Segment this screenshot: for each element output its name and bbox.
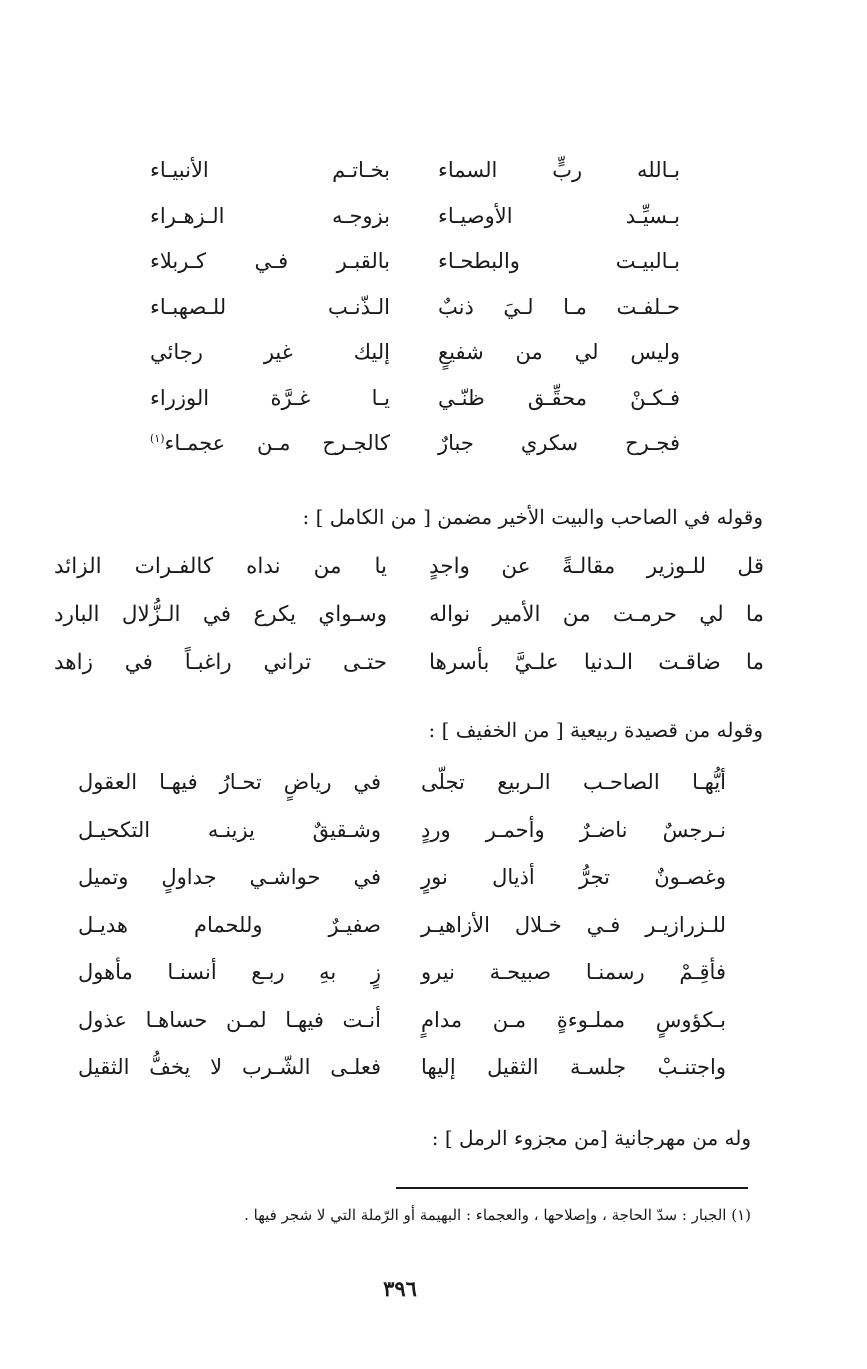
second-hemistich: فعلـى الشّـرب لا يخفُّ الثقيل (78, 1055, 381, 1079)
first-hemistich: فجـرح سكري جبارٌ (438, 431, 680, 455)
verse (150, 249, 680, 295)
poem-stanza-3 (78, 770, 726, 1103)
first-hemistich: ما لي حرمـت من الأمير نواله (429, 602, 764, 627)
poem-intro-3: وله من مهرجانية [من مجزوء الرمل ] : (431, 1126, 751, 1150)
poem-intro-2: وقوله من قصيدة ربيعية [ من الخفيف ] : (428, 718, 763, 742)
poem-intro-1: وقوله في الصاحب والبيت الأخير مضمن [ من الكامل ] : (302, 505, 763, 529)
first-hemistich: وغصـونٌ تجرُّ أذيال نورٍ (421, 865, 726, 889)
second-hemistich: يا من نداه كالفـرات الزائد (54, 554, 387, 579)
first-hemistich: أيُّهـا الصاحـب الـربيع تجلّى (421, 770, 726, 794)
verse (78, 960, 726, 1008)
first-hemistich: حـلفـت مـا لـيَ ذنبٌ (438, 294, 680, 319)
first-hemistich: للـزرازيـر فـي خـلال الأزاهيـر (421, 912, 726, 937)
footnote: (١) الجبار : سدّ الحاجة ، وإصلاحها ، والعجماء : البهيمة أو الرّملة التي لا شجر فيها . (244, 1206, 751, 1224)
verse (54, 650, 764, 698)
first-hemistich: فأقِـمْ رسمنـا صبيحـة نيرو (421, 960, 726, 984)
second-hemistich: يـا غـرَّة الوزراء (150, 385, 390, 410)
poem-stanza-1 (150, 158, 680, 477)
first-hemistich: واجتنـبْ جلسـة الثقيل إليها (421, 1055, 726, 1079)
verse (54, 602, 764, 650)
second-hemistich: زٍ بهِ ربـع أنسنـا مأهول (78, 960, 381, 984)
first-hemistich: بـسيِّـد الأوصيـاء (438, 203, 680, 228)
first-hemistich: ما ضاقـت الـدنيا علـيَّ بأسرها (429, 650, 764, 675)
verse (78, 1008, 726, 1056)
hemistich-text: كالجـرح مـن عجمـاء (164, 431, 390, 455)
first-hemistich: بـالله ربٍّ السماء (438, 158, 680, 182)
verse (78, 818, 726, 866)
verse (78, 913, 726, 961)
verse (150, 340, 680, 386)
second-hemistich: في حواشـي جداولٍ وتميل (78, 865, 381, 889)
first-hemistich: وليس لي من شفيعٍ (438, 340, 680, 364)
second-hemistich: الـذّنـب للـصهبـاء (150, 294, 390, 319)
footnote-separator (396, 1187, 748, 1189)
first-hemistich: نـرجسٌ ناضـرٌ وأحمـر وردٍ (421, 817, 726, 842)
second-hemistich: حتـى تراني راغبـاً في زاهد (54, 650, 387, 675)
poem-stanza-2 (54, 554, 764, 698)
page-number: ٣٩٦ (383, 1276, 417, 1301)
verse (78, 770, 726, 818)
second-hemistich: في رياضٍ تحـارُ فيهـا العقول (78, 770, 381, 794)
first-hemistich: بـكؤوسٍ مملـوءةٍ مـن مدامٍ (421, 1007, 726, 1032)
verse (150, 158, 680, 204)
second-hemistich (150, 431, 390, 455)
first-hemistich: قل للـوزير مقالـةً عن واجدٍ (429, 554, 764, 579)
first-hemistich: فـكـنْ محقِّـق ظنّـي (438, 385, 680, 410)
second-hemistich: وشـقيقٌ يزينـه التكحيـل (78, 817, 381, 842)
second-hemistich: بخـاتـم الأنبيـاء (150, 158, 390, 182)
verse (54, 554, 764, 602)
verse (150, 295, 680, 341)
verse (150, 431, 680, 477)
verse (78, 865, 726, 913)
footnote-marker: (١) (150, 432, 165, 445)
second-hemistich: بزوجـه الـزهـراء (150, 203, 390, 228)
second-hemistich: وسـواي يكرع في الـزُّلال البارد (54, 602, 387, 627)
verse (78, 1055, 726, 1103)
second-hemistich: صفيـرٌ وللحمام هديـل (78, 912, 381, 937)
second-hemistich: أنـت فيهـا لمـن حساهـا عذول (78, 1007, 381, 1032)
verse (150, 204, 680, 250)
verse (150, 386, 680, 432)
second-hemistich: إليك غير رجائي (150, 340, 390, 364)
second-hemistich: بالقبـر فـي كـربلاء (150, 249, 390, 273)
first-hemistich: بـالبيـت والبطحـاء (438, 249, 680, 273)
